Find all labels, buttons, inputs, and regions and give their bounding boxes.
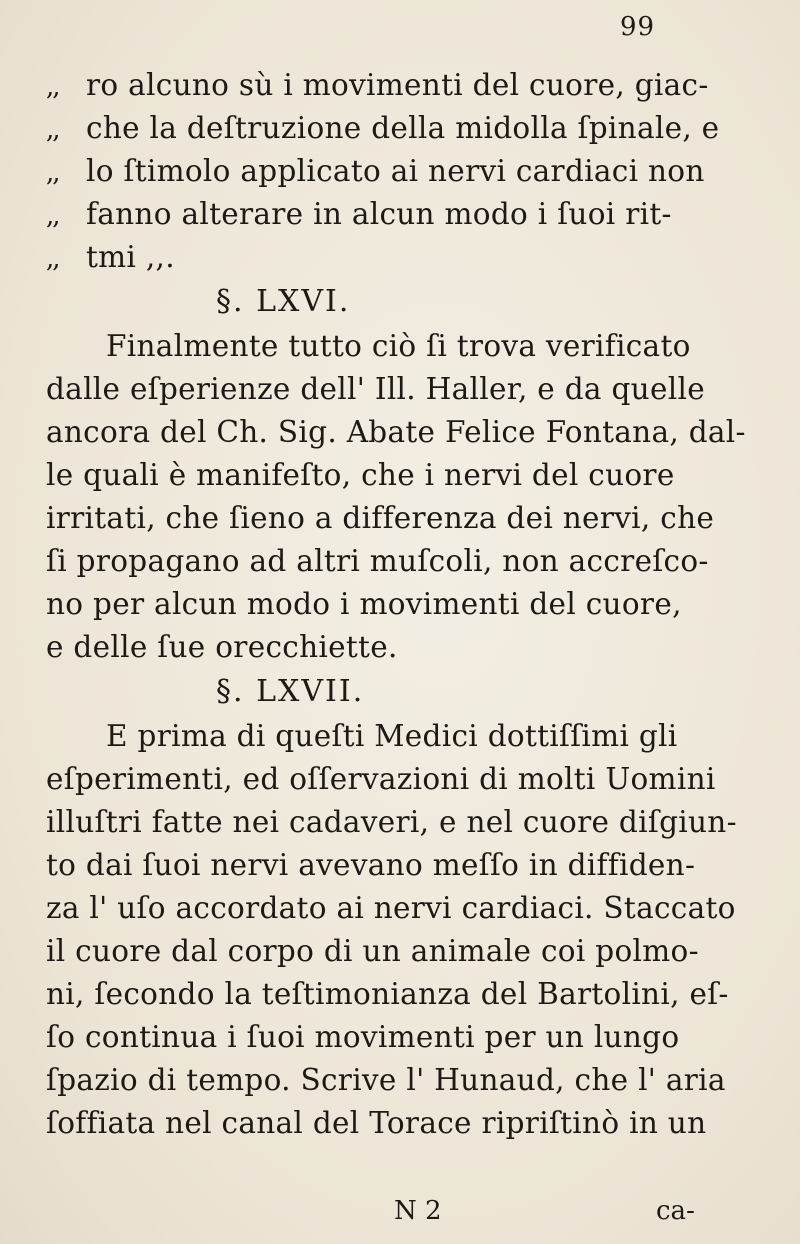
- line-text: tmi ,,.: [86, 240, 175, 274]
- text-line: dalle eſperienze dell' Ill. Haller, e da quelle: [46, 372, 705, 406]
- quoted-text-line: [46, 150, 768, 193]
- quoted-text-line: [46, 64, 768, 107]
- quoted-text-line: [46, 193, 768, 236]
- text-line: za l' uſo accordato ai nervi cardiaci. Staccato: [46, 891, 736, 925]
- text-line: irritati, che ſieno a differenza dei nervi, che: [46, 501, 715, 535]
- page-footer: [0, 1196, 800, 1236]
- quoted-text-line: [46, 236, 768, 279]
- signature-mark: N 2: [394, 1196, 442, 1226]
- quoted-text-line: [46, 107, 768, 150]
- text-line: le quali è manifeſto, che i nervi del cuore: [46, 458, 675, 492]
- text-line: e delle ſue orecchiette.: [46, 630, 398, 664]
- text-line: ſo continua i ſuoi movimenti per un lungo: [46, 1020, 680, 1054]
- text-line: no per alcun modo i movimenti del cuore,: [46, 587, 682, 621]
- body-text: [46, 64, 768, 1145]
- text-line: to dai ſuoi nervi avevano meſſo in diffiden-: [46, 848, 696, 882]
- paragraph-first-line: Finalmente tutto ciò ſi trova verificato: [106, 329, 691, 363]
- line-text: lo ſtimolo applicato ai nervi cardiaci non: [86, 154, 705, 188]
- text-line: ancora del Ch. Sig. Abate Felice Fontana, dal-: [46, 415, 746, 449]
- quotation-mark: ,,: [46, 201, 59, 231]
- section-heading: §. LXVII.: [216, 674, 365, 709]
- text-line: illuſtri fatte nei cadaveri, e nel cuore diſgiun-: [46, 805, 737, 839]
- line-text: ro alcuno sù i movimenti del cuore, giac-: [86, 68, 709, 102]
- catchword: ca-: [656, 1196, 695, 1226]
- text-line: ſi propagano ad altri muſcoli, non accreſco-: [46, 544, 709, 578]
- text-line: eſperimenti, ed oſſervazioni di molti Uomini: [46, 762, 716, 796]
- text-line: il cuore dal corpo di un animale coi polmo-: [46, 934, 699, 968]
- paragraph-first-line: E prima di queſti Medici dottiſſimi gli: [106, 719, 678, 753]
- text-line: ſoffiata nel canal del Torace ripriſtinò in un: [46, 1106, 707, 1140]
- text-line: ſpazio di tempo. Scrive l' Hunaud, che l' aria: [46, 1063, 726, 1097]
- text-line: ni, ſecondo la teſtimonianza del Bartolini, eſ-: [46, 977, 729, 1011]
- line-text: che la deſtruzione della midolla ſpinale, e: [86, 111, 720, 145]
- quotation-mark: ,,: [46, 244, 59, 274]
- quotation-mark: ,,: [46, 158, 59, 188]
- line-text: fanno alterare in alcun modo i ſuoi rit-: [86, 197, 672, 231]
- quotation-mark: ,,: [46, 115, 59, 145]
- page-number: 99: [620, 12, 656, 42]
- section-heading: §. LXVI.: [216, 284, 351, 319]
- quotation-mark: ,,: [46, 72, 59, 102]
